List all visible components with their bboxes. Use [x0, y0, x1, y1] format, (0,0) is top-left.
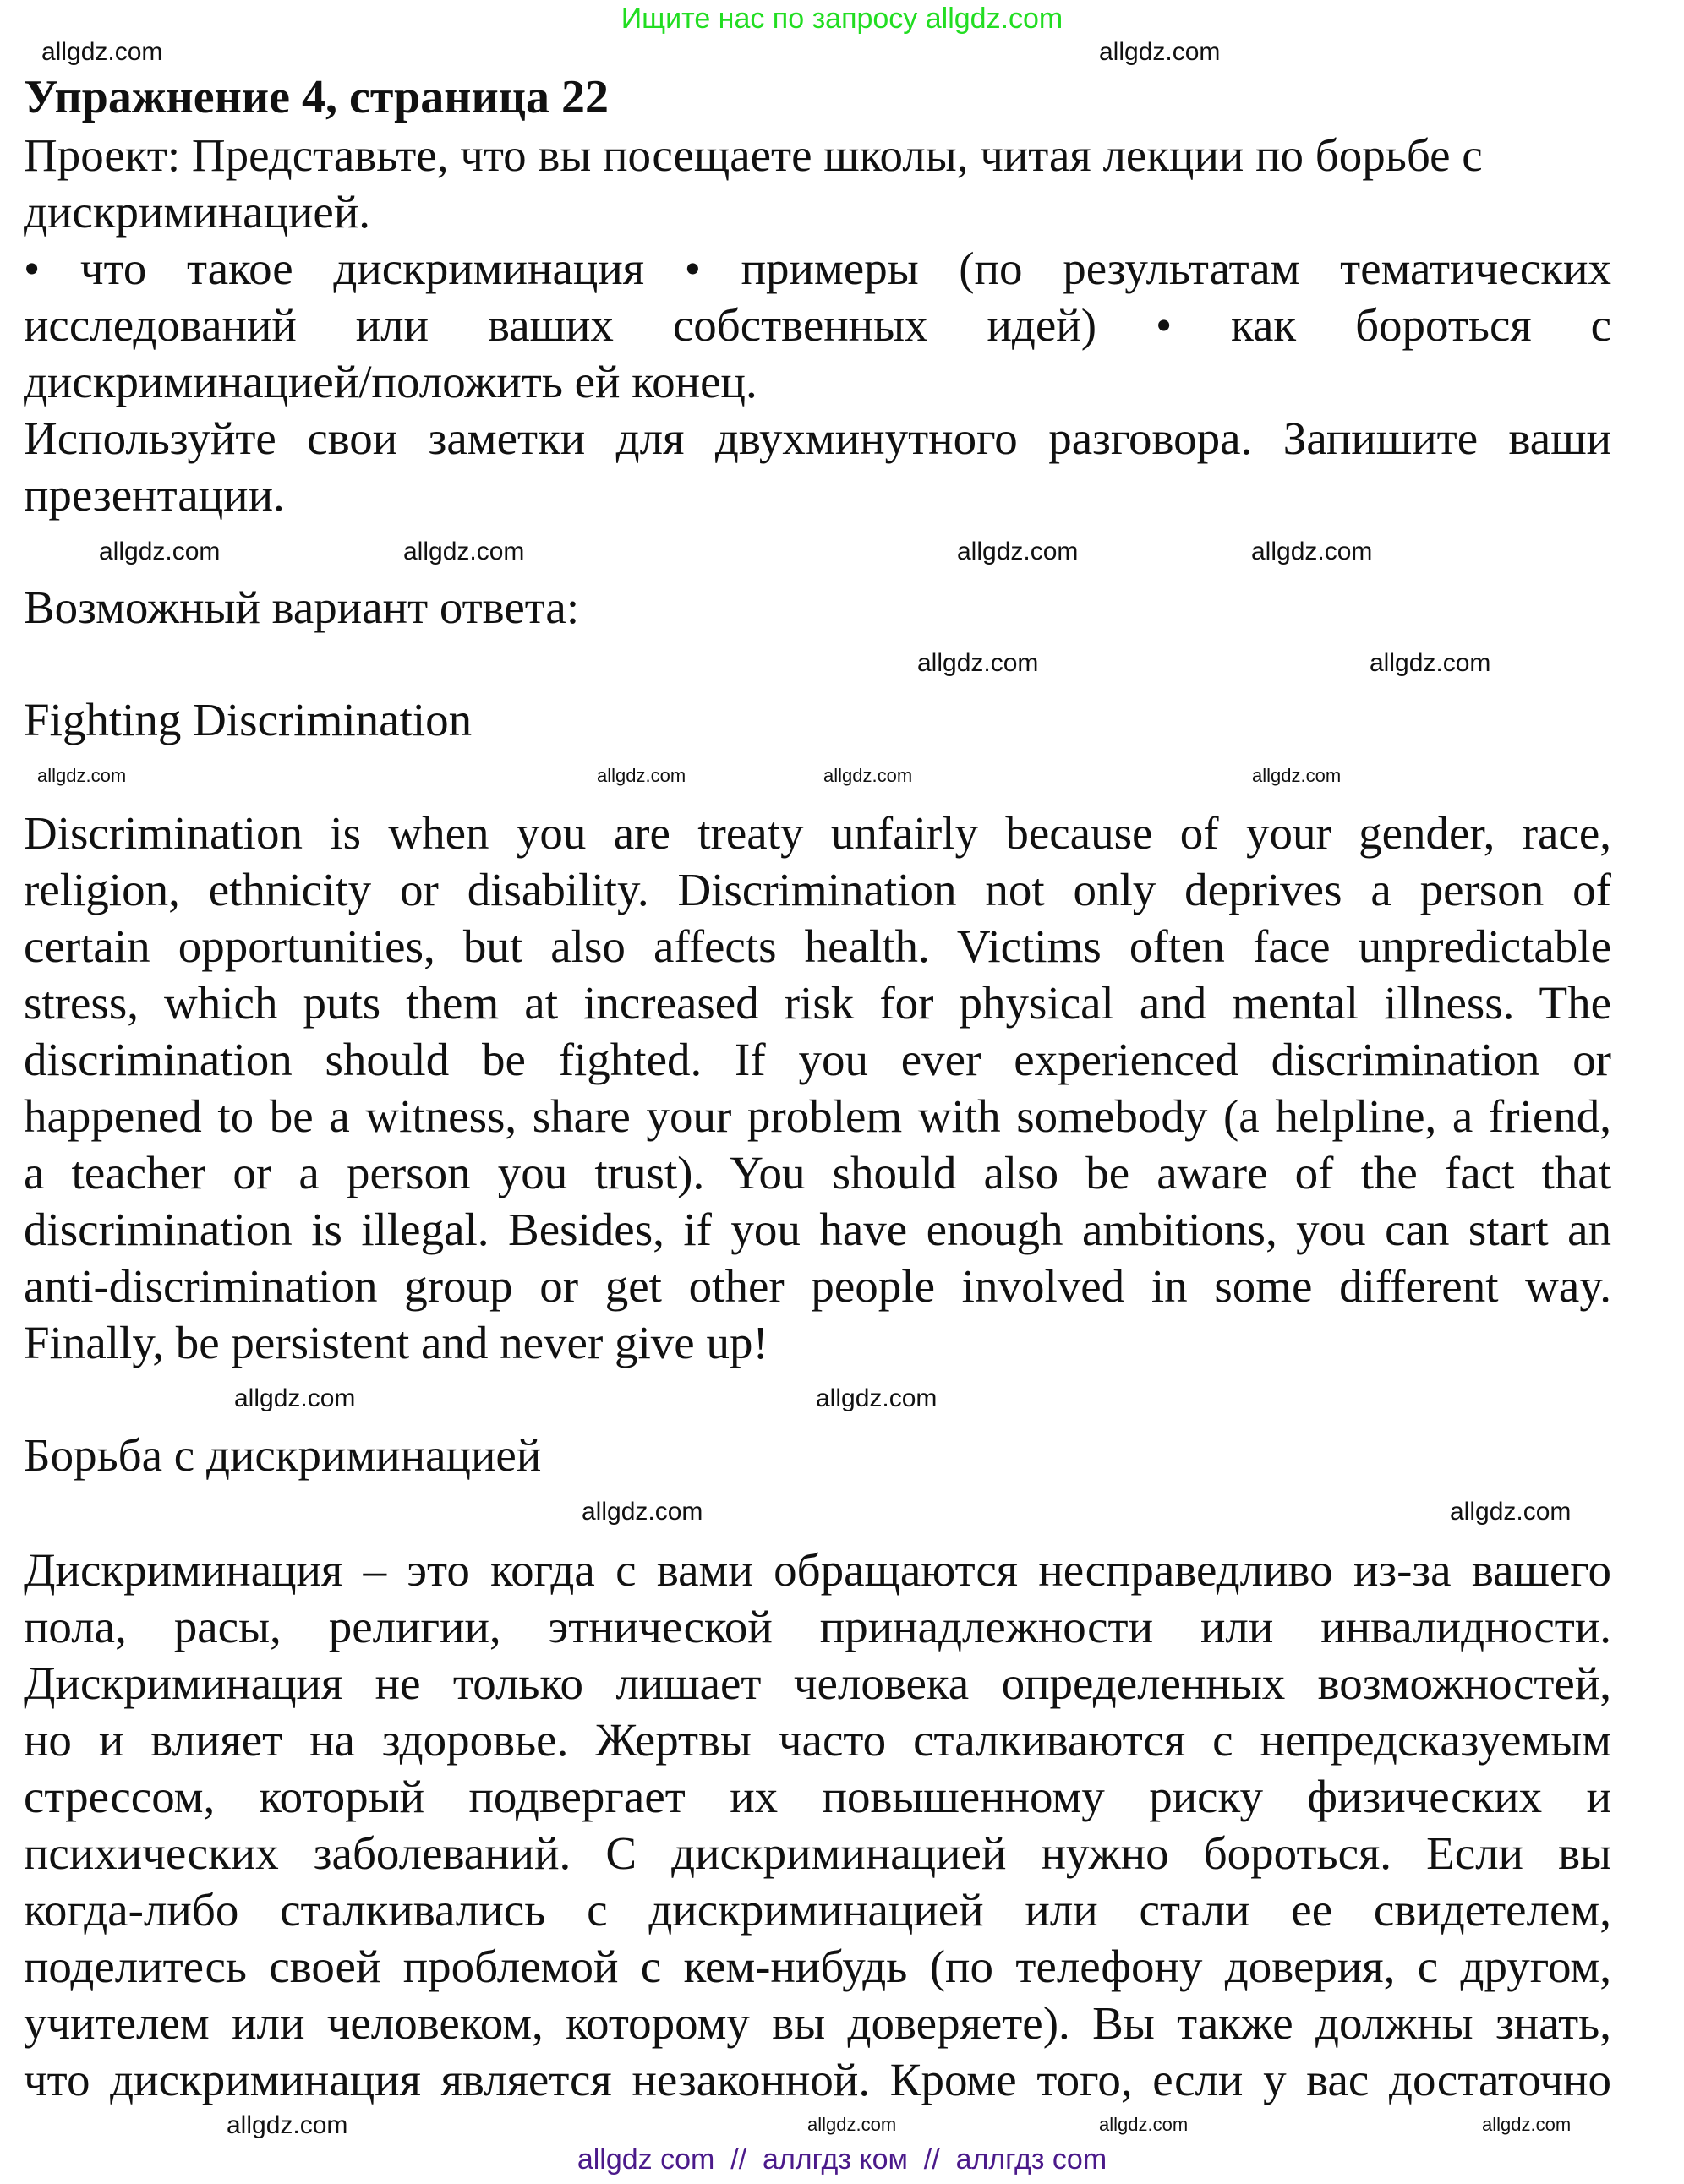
watermark: allgdz.com [957, 538, 1079, 565]
watermark: allgdz.com [1099, 38, 1221, 66]
task-line: Используйте свои заметки для двухминутного разговора. Запишите ваши [24, 412, 1611, 464]
watermark: allgdz.com [234, 1384, 356, 1412]
english-line: certain opportunities, but also affects health. Victims often face unpredictable [24, 920, 1611, 972]
watermark: allgdz.com [41, 38, 163, 66]
russian-title-wrap [24, 1427, 1611, 1483]
english-title-wrap [24, 691, 1611, 748]
english-line: Discrimination is when you are treaty unfairly because of your gender, race, [24, 807, 1611, 859]
russian-line: учителем или человеком, которому вы доверяете). Вы также должны знать, [24, 1997, 1611, 2049]
russian-line: что дискриминация является незаконной. Кроме того, если у вас достаточно [24, 2054, 1611, 2105]
english-line: discrimination is illegal. Besides, if you have enough ambitions, you can start an [24, 1204, 1611, 1255]
task-line: дискриминацией/положить ей конец. [24, 356, 757, 407]
watermark: allgdz.com [816, 1384, 938, 1412]
english-line: stress, which puts them at increased risk for physical and mental illness. The [24, 977, 1611, 1029]
watermark: allgdz.com [1251, 538, 1373, 565]
task-line: Проект: Представьте, что вы посещаете школы, читая лекции по борьбе с [24, 129, 1483, 181]
russian-line: когда-либо сталкивались с дискриминацией или стали ее свидетелем, [24, 1884, 1611, 1936]
russian-line: поделитесь своей проблемой с кем-нибудь (по телефону доверия, с другом, [24, 1941, 1611, 1992]
english-line: discrimination should be fighted. If you ever experienced discrimination or [24, 1034, 1611, 1085]
answer-label: Возможный вариант ответа: [24, 581, 580, 633]
russian-paragraph [24, 1542, 1611, 2108]
watermark: allgdz.com [1252, 765, 1342, 786]
task-line: исследований или ваших собственных идей) • как бороться с [24, 299, 1611, 351]
russian-title: Борьба с дискриминацией [24, 1429, 542, 1481]
watermark: allgdz.com [1099, 2114, 1189, 2135]
russian-line: Дискриминация – это когда с вами обращаются несправедливо из-за вашего [24, 1544, 1611, 1596]
task-line: • что такое дискриминация • примеры (по результатам тематических [24, 243, 1611, 294]
english-line: anti-discrimination group or get other people involved in some different way. [24, 1260, 1611, 1312]
english-line: Finally, be persistent and never give up! [24, 1317, 768, 1368]
english-paragraph [24, 805, 1611, 1371]
watermark: allgdz.com [227, 2111, 348, 2139]
watermark: allgdz.com [1370, 649, 1491, 677]
russian-line: пола, расы, религии, этнической принадлежности или инвалидности. [24, 1601, 1611, 1652]
search-banner: Ищите нас по запросу allgdz.com [621, 3, 1063, 35]
answer-label-wrap [24, 579, 1611, 636]
english-line: religion, ethnicity or disability. Discrimination not only deprives a person of [24, 864, 1611, 915]
watermark: allgdz.com [597, 765, 686, 786]
watermark: allgdz.com [403, 538, 525, 565]
watermark: allgdz.com [1450, 1498, 1572, 1526]
russian-line: психических заболеваний. С дискриминацией нужно бороться. Если вы [24, 1827, 1611, 1879]
english-title: Fighting Discrimination [24, 694, 473, 745]
russian-line: стрессом, который подвергает их повышенному риску физических и [24, 1771, 1611, 1822]
task-line: презентации. [24, 469, 285, 521]
english-line: happened to be a witness, share your problem with somebody (a helpline, a friend, [24, 1090, 1611, 1142]
russian-line: Дискриминация не только лишает человека определенных возможностей, [24, 1657, 1611, 1709]
task-description [24, 127, 1611, 523]
watermark: allgdz.com [582, 1498, 703, 1526]
watermark: allgdz.com [823, 765, 913, 786]
watermark: allgdz.com [807, 2114, 897, 2135]
page-title: Упражнение 4, страница 22 [24, 71, 610, 123]
watermark: allgdz.com [917, 649, 1039, 677]
footer-links: allgdz com // аллгдз ком // аллгдз com [577, 2143, 1107, 2176]
watermark: allgdz.com [1482, 2114, 1572, 2135]
watermark: allgdz.com [99, 538, 221, 565]
english-line: a teacher or a person you trust). You should also be aware of the fact that [24, 1147, 1611, 1198]
task-line: дискриминацией. [24, 186, 371, 238]
russian-line: но и влияет на здоровье. Жертвы часто сталкиваются с непредсказуемым [24, 1714, 1611, 1766]
watermark: allgdz.com [37, 765, 127, 786]
